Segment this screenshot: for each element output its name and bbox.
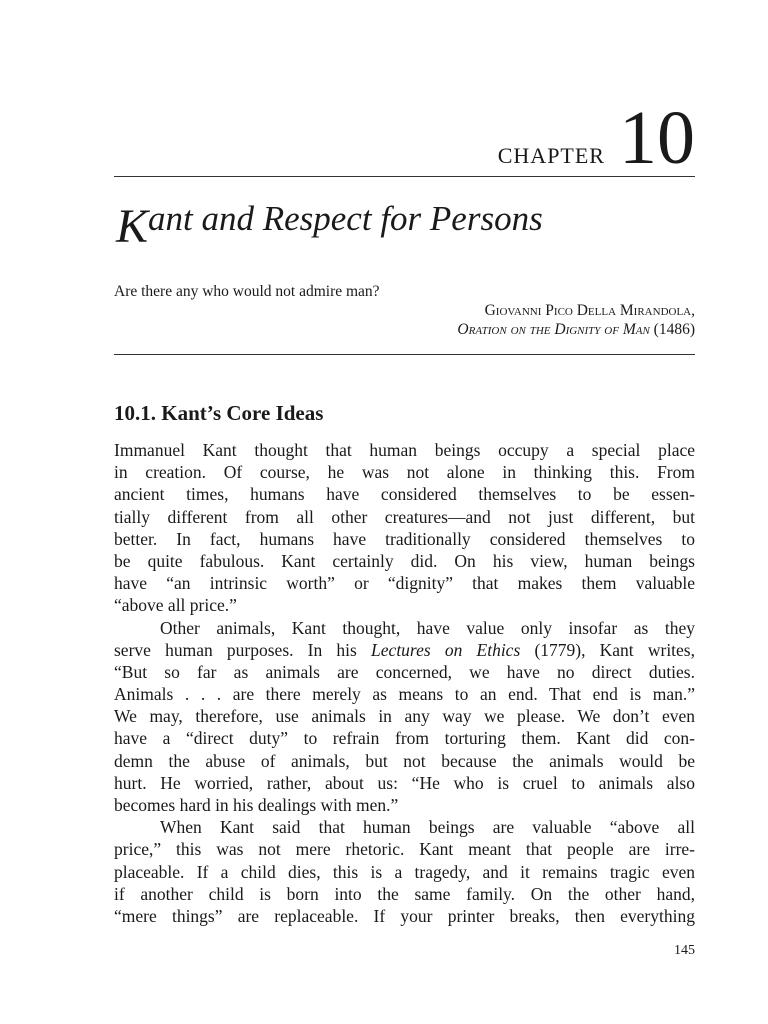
chapter-title-rest: ant and Respect for Persons <box>148 199 543 238</box>
epigraph-year: (1486) <box>653 321 695 338</box>
text-line: “mere things” are replaceable. If your printer breaks, then everything <box>114 905 695 926</box>
text-line: ancient times, humans have considered themselves to be essen- <box>114 484 695 505</box>
page-number: 145 <box>674 943 695 958</box>
text-line: “above all price.” <box>114 595 237 616</box>
chapter-label: CHAPTER <box>497 143 605 168</box>
chapter-number: 10 <box>619 96 695 180</box>
section-heading: 10.1. Kant’s Core Ideas <box>114 401 324 425</box>
top-rule <box>114 176 695 177</box>
body-text <box>114 439 695 927</box>
chapter-title <box>116 199 543 254</box>
text-line: be quite fabulous. Kant certainly did. On his view, human beings <box>114 550 695 571</box>
text-line <box>114 639 695 661</box>
epigraph <box>114 282 695 339</box>
text-fragment: (1779), Kant writes, <box>520 639 695 660</box>
text-line: “But so far as animals are concerned, we have no direct duties. <box>114 661 695 682</box>
epigraph-quote: Are there any who would not admire man? <box>114 283 380 300</box>
text-line: better. In fact, humans have traditionally considered themselves to <box>114 528 695 549</box>
text-line: tially different from all other creatures—and not just different, but <box>114 506 695 527</box>
epigraph-source <box>114 320 695 339</box>
text-line: placeable. If a child dies, this is a tragedy, and it remains tragic even <box>114 861 695 882</box>
text-line: When Kant said that human beings are valuable “above all <box>160 817 695 838</box>
text-line: price,” this was not mere rhetoric. Kant meant that people are irre- <box>114 839 695 860</box>
text-fragment: serve human purposes. In his <box>114 639 372 660</box>
text-line: if another child is born into the same family. On the other hand, <box>114 883 695 904</box>
text-line: Immanuel Kant thought that human beings occupy a special place <box>114 440 695 460</box>
text-line: demn the abuse of animals, but not because the animals would be <box>114 750 695 771</box>
epigraph-rule <box>114 354 695 355</box>
text-line: have “an intrinsic worth” or “dignity” that makes them valuable <box>114 573 695 594</box>
chapter-heading <box>497 96 695 180</box>
text-line: becomes hard in his dealings with men.” <box>114 795 399 815</box>
cited-work: Lectures on Ethics <box>371 639 521 660</box>
epigraph-work: Oration on the Dignity of Man <box>457 321 650 338</box>
text-line: Other animals, Kant thought, have value only insofar as they <box>160 617 695 638</box>
text-line: We may, therefore, use animals in any way we please. We don’t even <box>114 706 695 727</box>
book-page <box>114 0 695 1024</box>
chapter-title-initial: K <box>116 200 149 253</box>
text-line: have a “direct duty” to refrain from torturing them. Kant did con- <box>114 728 695 749</box>
text-line: Animals . . . are there merely as means to an end. That end is man.” <box>114 684 695 705</box>
epigraph-author: Giovanni Pico Della Mirandola, <box>484 302 695 319</box>
text-line: in creation. Of course, he was not alone in thinking this. From <box>114 462 695 483</box>
text-line: hurt. He worried, rather, about us: “He who is cruel to animals also <box>114 772 695 793</box>
